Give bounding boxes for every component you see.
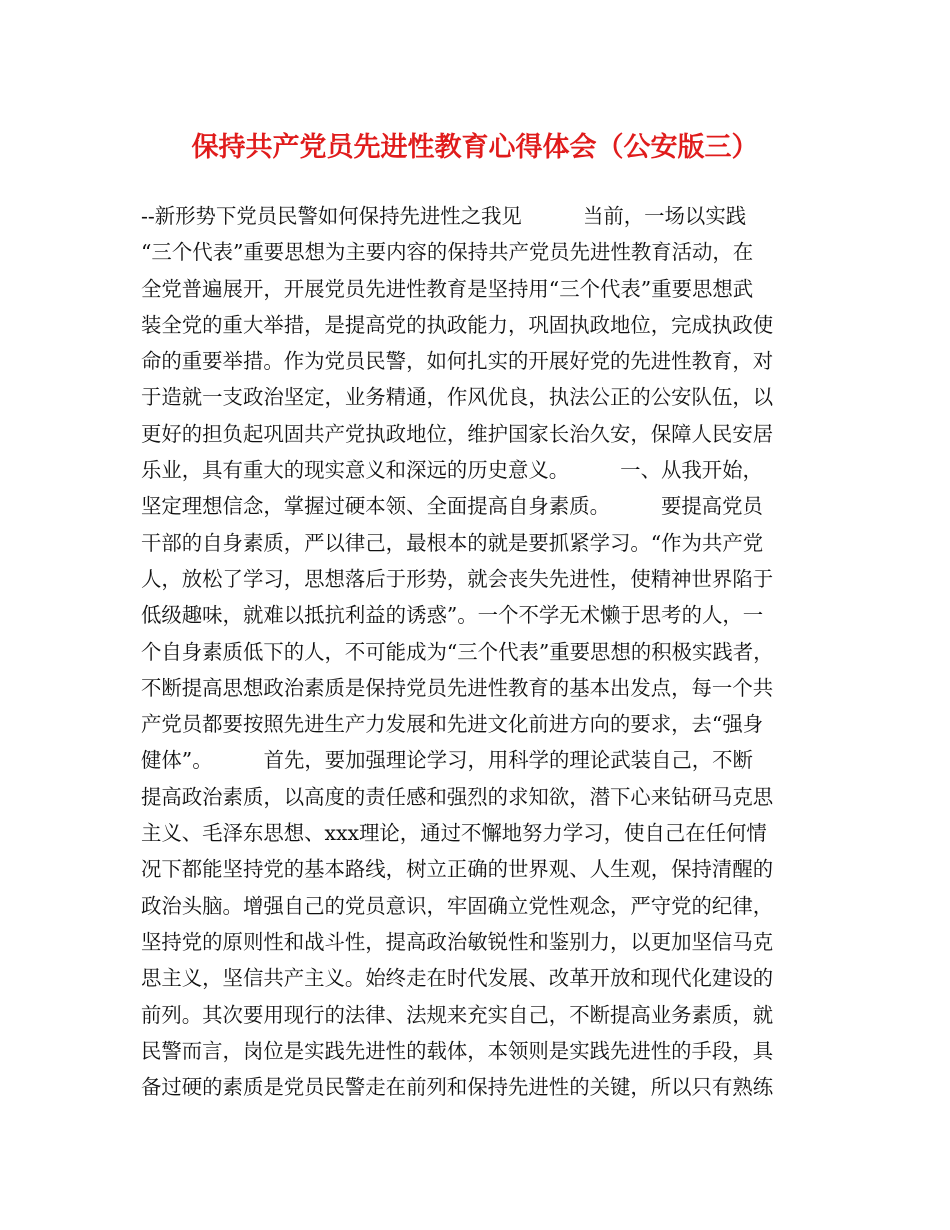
body-line: 更好的担负起巩固共产党执政地位，维护国家长治久安，保障人民安居 — [141, 421, 774, 446]
body-line: 不断提高思想政治素质是保持党员先进性教育的基本出发点，每一个共 — [141, 675, 774, 700]
body-line: 产党员都要按照先进生产力发展和先进文化前进方向的要求，去“强身 — [141, 712, 764, 737]
body-line: 提高政治素质，以高度的责任感和强烈的求知欲，潜下心来钻研马克思 — [141, 784, 774, 809]
body-line: 乐业，具有重大的现实意义和深远的历史意义。 一、从我开始， — [141, 458, 763, 483]
body-line: 个自身素质低下的人，不可能成为“三个代表”重要思想的积极实践者， — [141, 639, 774, 664]
body-line: 主义、毛泽东思想、xxx理论，通过不懈地努力学习，使自己在任何情 — [141, 821, 767, 846]
body-line: 全党普遍展开，开展党员先进性教育是坚持用“三个代表”重要思想武 — [141, 276, 754, 301]
body-line: 备过硬的素质是党员民警走在前列和保持先进性的关键，所以只有熟练 — [141, 1075, 774, 1100]
body-line: “三个代表”重要思想为主要内容的保持共产党员先进性教育活动，在 — [141, 240, 754, 265]
body-line: 干部的自身素质，严以律己，最根本的就是要抓紧学习。“作为共产党 — [141, 530, 764, 555]
body-line: 于造就一支政治坚定，业务精通，作风优良，执法公正的公安队伍，以 — [141, 385, 774, 410]
body-line: 坚定理想信念，掌握过硬本领、全面提高自身素质。 要提高党员 — [141, 494, 763, 519]
body-line: --新形势下党员民警如何保持先进性之我见 当前，一场以实践 — [141, 204, 747, 228]
body-line: 装全党的重大举措，是提高党的执政能力，巩固执政地位，完成执政使 — [141, 312, 774, 337]
body-line: 思主义，坚信共产主义。始终走在时代发展、改革开放和现代化建设的 — [141, 966, 774, 991]
body-line: 健体”。 首先，要加强理论学习，用科学的理论武装自己，不断 — [141, 748, 753, 773]
body-line: 前列。其次要用现行的法律、法规来充实自己，不断提高业务素质，就 — [141, 1002, 774, 1027]
document-title: 保持共产党员先进性教育心得体会（公安版三） — [191, 132, 759, 163]
body-line: 命的重要举措。作为党员民警，如何扎实的开展好党的先进性教育，对 — [141, 349, 774, 374]
body-line: 民警而言，岗位是实践先进性的载体，本领则是实践先进性的手段，具 — [141, 1038, 774, 1063]
body-line: 低级趣味，就难以抵抗利益的诱惑”。一个不学无术懒于思考的人，一 — [141, 603, 764, 628]
document-body — [141, 198, 821, 1105]
body-line: 坚持党的原则性和战斗性，提高政治敏锐性和鉴别力，以更加坚信马克 — [141, 929, 774, 954]
body-line: 政治头脑。增强自己的党员意识，牢固确立党性观念，严守党的纪律， — [141, 893, 774, 918]
body-line: 况下都能坚持党的基本路线，树立正确的世界观、人生观，保持清醒的 — [141, 857, 774, 882]
body-line: 人，放松了学习，思想落后于形势，就会丧失先进性，使精神世界陷于 — [141, 566, 774, 591]
